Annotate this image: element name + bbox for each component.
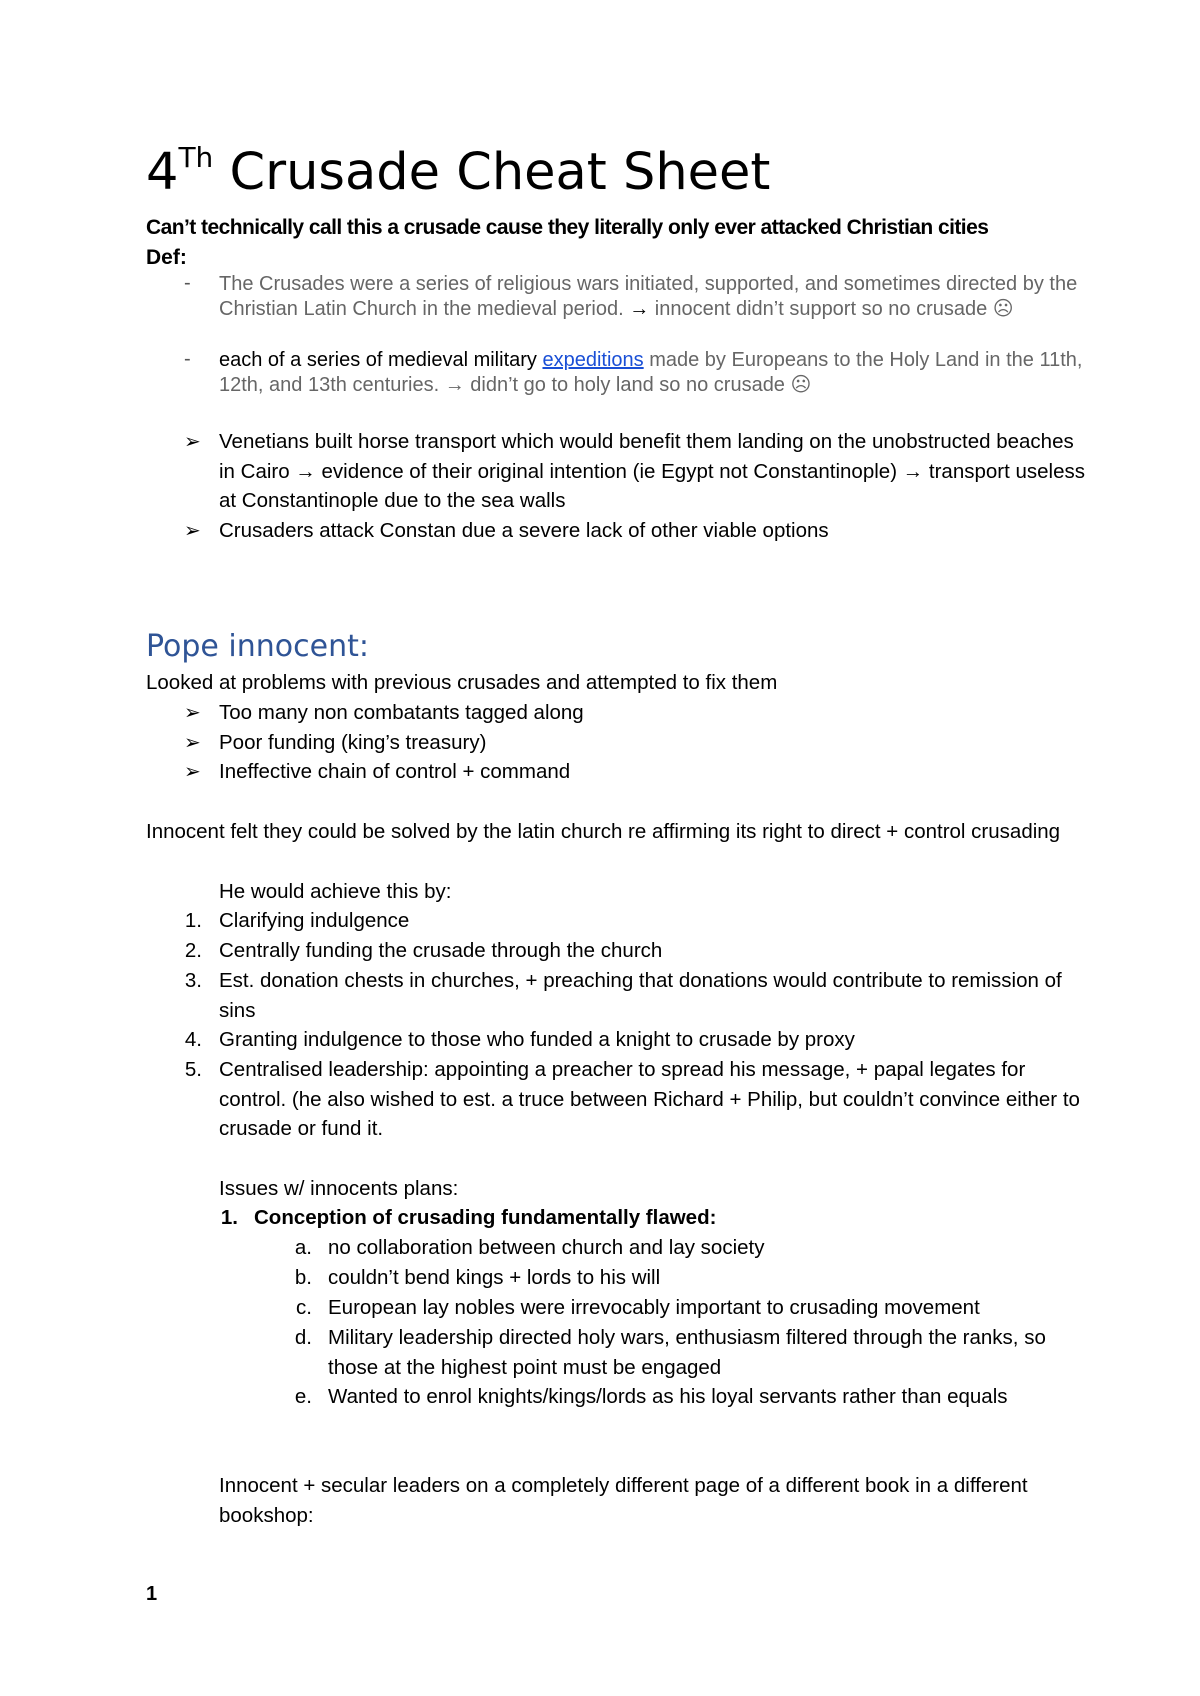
bullet-arrow-icon: ➢ [184,732,201,754]
page-number: 1 [146,1583,158,1605]
issues-intro: Issues w/ innocents plans: [219,1177,459,1200]
list-item: Centralised leadership: appointing a preacher to spread his message, + papal legates for control. (he also wished to est. a truce between Richard + Philip, but couldn’t convince either to crusade or fund it. [219,1058,1080,1140]
list-item: Centrally funding the crusade through the church [219,939,663,962]
list-item: Est. donation chests in churches, + preaching that donations would contribute to remission of sins [219,969,1062,1022]
list-item: Venetians built horse transport which would benefit them landing on the unobstructed beaches in Cairo → evidence of their original intention (ie Egypt not Constantinople) → transport useless at Constantinople due to the sea walls [219,430,1086,512]
definition-dash: - [184,272,191,294]
list-item: Granting indulgence to those who funded a knight to crusade by proxy [219,1028,855,1051]
list-item: European lay nobles were irrevocably important to crusading movement [328,1296,980,1319]
list-item: Military leadership directed holy wars, enthusiasm filtered through the ranks, so those at the highest point must be engaged [328,1326,1046,1379]
list-number: 3. [184,969,202,992]
list-item: no collaboration between church and lay society [328,1236,765,1259]
list-number: 1. [220,1206,238,1229]
list-number: 5. [184,1058,202,1081]
list-letter: e. [294,1385,312,1408]
title-text: Crusade Cheat Sheet [213,143,771,202]
list-letter: b. [294,1266,312,1289]
bullet-arrow-icon: ➢ [184,702,201,724]
list-letter: a. [294,1236,312,1259]
definition-2-text: each of a series of medieval military [219,349,543,371]
definition-dash: - [184,348,191,370]
definition-2-text-tail: made by Europeans to the Holy Land in the 11th, 12th, and 13th centuries. [219,349,1083,396]
title-number: 4 [146,143,179,202]
definition-1-text: The Crusades were a series of religious wars initiated, supported, and sometimes directed by the Christian Latin Church in the medieval period. [219,273,1078,320]
list-letter: c. [296,1296,312,1319]
arrow-icon: → [444,374,465,396]
section-heading-pope: Pope innocent: [146,629,369,664]
closing-paragraph: Innocent + secular leaders on a completely different page of a different book in a different bookshop: [219,1474,1028,1527]
list-item: couldn’t bend kings + lords to his will [328,1266,661,1289]
list-item: Crusaders attack Constan due a severe lack of other viable options [219,519,829,542]
subtitle: Can’t technically call this a crusade cause they literally only ever attacked Christian cities [146,216,989,239]
definition-1 [219,272,1099,322]
bullet-arrow-icon: ➢ [184,761,201,783]
bullet-arrow-icon: ➢ [184,431,201,453]
definition-1-conclusion: innocent didn’t support so no crusade ☹ [649,298,1014,320]
list-item: Too many non combatants tagged along [219,701,584,724]
list-item: Poor funding (king’s treasury) [219,731,487,754]
achieve-intro: He would achieve this by: [219,880,452,903]
title-superscript: Th [178,141,214,174]
bullet-arrow-icon: ➢ [184,520,201,542]
arrow-icon: → [629,298,650,320]
definition-2 [219,348,1099,398]
list-number: 2. [184,939,202,962]
page-title [146,142,770,204]
expeditions-link[interactable]: expeditions [542,349,644,371]
list-letter: d. [294,1326,312,1349]
innocent-felt-paragraph: Innocent felt they could be solved by the latin church re affirming its right to direct + control crusading [146,820,1061,843]
list-number: 4. [184,1028,202,1051]
definition-2-conclusion: didn’t go to holy land so no crusade ☹ [464,374,812,396]
list-item: Ineffective chain of control + command [219,760,571,783]
list-item: Wanted to enrol knights/kings/lords as his loyal servants rather than equals [328,1385,1008,1408]
issue-heading: Conception of crusading fundamentally flawed: [254,1206,717,1229]
list-number: 1. [184,909,202,932]
pope-intro: Looked at problems with previous crusades and attempted to fix them [146,671,778,694]
list-item: Clarifying indulgence [219,909,410,932]
definition-label: Def: [146,246,187,269]
